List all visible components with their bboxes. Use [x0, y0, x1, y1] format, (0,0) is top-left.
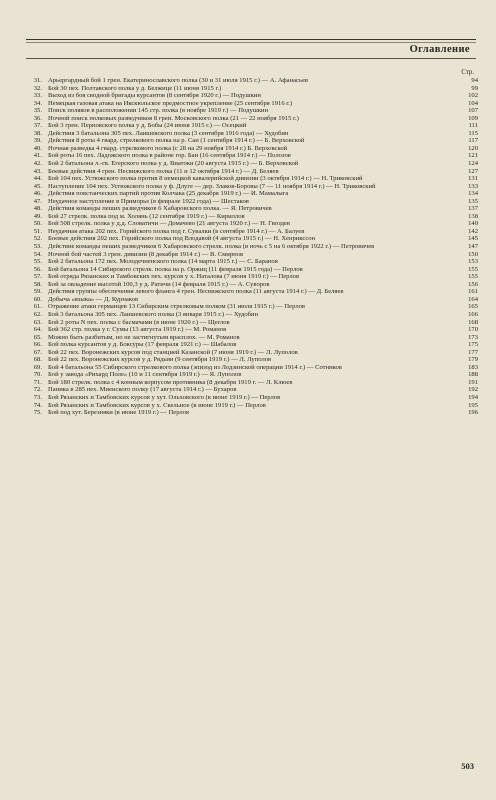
entry-number: 56. — [33, 265, 42, 273]
entry-number: 34. — [33, 99, 42, 107]
entry-number: 73. — [33, 393, 42, 401]
toc-entry — [28, 198, 478, 206]
entry-page-number: 121 — [468, 152, 478, 160]
top-rule — [26, 39, 476, 40]
toc-entry — [28, 152, 478, 160]
toc-entry — [28, 205, 478, 213]
entry-title: Бой 180 стрелк. полка с 4 конным корпусом противника (8 декабря 1919 г. — Л. Клюев — [48, 378, 293, 386]
entry-number: 38. — [33, 129, 42, 137]
entry-number: 53. — [33, 243, 42, 251]
entry-number: 69. — [33, 363, 42, 371]
entry-page-number: 161 — [468, 288, 478, 296]
entry-number: 62. — [33, 310, 42, 318]
entry-title: Бой 362 стр. полка у г. Сумы (13 августа 1919 г.) — М. Романов — [48, 326, 227, 334]
toc-entry — [28, 349, 478, 357]
entry-title: Неудачное наступление в Приморье (в феврале 1922 года) — Шестаков — [48, 197, 249, 205]
entry-number: 63. — [33, 318, 42, 326]
entry-title: Ночной бой частей 3 грен. дивизии (8 декабря 1914 г.) — В. Смирнов — [48, 250, 244, 258]
toc-entry — [28, 107, 478, 115]
toc-entry — [28, 386, 478, 394]
entry-page-number: 196 — [468, 409, 478, 417]
entry-page-number: 109 — [468, 114, 478, 122]
entry-page-number: 156 — [468, 280, 478, 288]
entry-title: Бой 3 грен. Перновского полка у д. Бобы (24 июня 1915 г.) — Осецкий — [48, 122, 247, 130]
toc-entry — [28, 394, 478, 402]
entry-title: Действия группы обеспечения левого фланга 4 грен. Несвижского полка (11 августа 1914 г.) — Д. Беляев — [48, 288, 344, 296]
entry-title: Действия команды пеших разведчиков 6 Хабаровского полка. — Я. Петровичев — [48, 205, 272, 213]
toc-entry — [28, 379, 478, 387]
entry-page-number: 155 — [468, 273, 478, 281]
entry-page-number: 170 — [468, 326, 478, 334]
entry-title: Бой 3 батальона 305 пех. Лаишевского полка (3 января 1915 г.) — Худобин — [48, 310, 259, 318]
toc-entry — [28, 356, 478, 364]
entry-page-number: 153 — [468, 258, 478, 266]
entry-title: Добыча «языка» — Д. Курнаков — [48, 295, 139, 303]
entry-page-number: 155 — [468, 265, 478, 273]
entry-number: 44. — [33, 175, 42, 183]
toc-entry — [28, 130, 478, 138]
entry-page-number: 107 — [468, 107, 478, 115]
entry-title: Бой 508 стрелк. полка у д.д. Словатичи — Домачево (21 августа 1920 г.) — Н. Гвоздев — [48, 220, 290, 228]
entry-number: 37. — [33, 122, 42, 130]
entry-title: Бой 2 батальона л.-гв. Егерского полка у д. Виатоки (20 августа 1915 г.) — Б. Верховской — [48, 160, 299, 168]
entry-page-number: 168 — [468, 318, 478, 326]
toc-entry — [28, 364, 478, 372]
entry-number: 40. — [33, 144, 42, 152]
entry-page-number: 147 — [468, 243, 478, 251]
entry-number: 72. — [33, 386, 42, 394]
entry-title: Боевые действия 202 пех. Горийского полка под Влодавой (4 августа 1915 г.) — Н. Хенрикссон — [48, 235, 316, 243]
toc-entry — [28, 235, 478, 243]
toc-entry — [28, 266, 478, 274]
table-of-contents — [28, 77, 478, 417]
toc-entry — [28, 168, 478, 176]
entry-number: 42. — [33, 160, 42, 168]
entry-title: Действие команды пеших разведчиков 6 Хабаровского стрелк. полка (в ночь с 5 на 6 октября 1922 г.) — Петровичев — [48, 243, 375, 251]
entry-page-number: 140 — [468, 220, 478, 228]
entry-number: 47. — [33, 197, 42, 205]
entry-title: Арьергардный бой 1 грен. Екатеринославского полка (30 и 31 июля 1915 г.) — А. Афанасьев — [48, 77, 309, 84]
toc-entry — [28, 409, 478, 417]
entry-page-number: 115 — [468, 129, 478, 137]
toc-entry — [28, 341, 478, 349]
entry-number: 35. — [33, 107, 42, 115]
toc-entry — [28, 137, 478, 145]
entry-title: Бой батальона 14 Сибирского стрелк. полка на р. Оржиц (11 февраля 1915 года) — Перлов — [48, 265, 303, 273]
entry-page-number: 194 — [468, 393, 478, 401]
entry-title: Бой Рязанских и Тамбовских курсов у х. Скельное (в июне 1919 г.) — Перлов — [48, 401, 266, 409]
entry-title: Бой 4 батальона 55 Сибирского стрелкового полка (эпизод из Лодзинской операции 1914 г.) — Сотников — [48, 363, 342, 371]
entry-page-number: 164 — [468, 295, 478, 303]
toc-entry — [28, 303, 478, 311]
entry-page-number: 166 — [468, 310, 478, 318]
entry-page-number: 137 — [468, 205, 478, 213]
toc-entry — [28, 92, 478, 100]
toc-entry — [28, 281, 478, 289]
entry-number: 68. — [33, 356, 42, 364]
entry-page-number: 173 — [468, 333, 478, 341]
toc-entry — [28, 77, 478, 85]
entry-title: Бой 2 батальона 172 пех. Молодечненского полка (14 марта 1915 г.) — С. Баранов — [48, 258, 278, 266]
top-rule-thin — [26, 42, 476, 43]
entry-title: Бой полка курсантов у д. Боксуры (17 февраля 1921 г.) — Шабалов — [48, 341, 237, 349]
entry-title: Действия 8 роты 4 гвард. стрелкового полка на р. Сан (1 сентября 1914 г.) — Б. Верховской — [48, 137, 305, 145]
page-number: 503 — [461, 761, 474, 771]
entry-title: Бой 30 пех. Полтавского полка у д. Белжице (11 июня 1915 г.) — [48, 84, 222, 92]
entry-title: Можно быть разбитым, но не застигнутым врасплох. — М. Романов — [48, 333, 240, 341]
toc-entry — [28, 145, 478, 153]
entry-number: 55. — [33, 258, 42, 266]
entry-title: Действия 3 батальона 305 пех. Лаишевского полка (3 сентября 1916 года) — Худобин — [48, 129, 289, 137]
toc-entry — [28, 175, 478, 183]
entry-page-number: 138 — [468, 212, 478, 220]
entry-title: Ночная разведка 4 гвард. стрелкового полка (с 28 на 29 ноября 1914 г.) Б. Верховской — [48, 144, 288, 152]
entry-title: Бой 22 пех. Воронежских курсов под станцией Казанской (7 июня 1919 г.) — Л. Луполов — [48, 348, 298, 356]
entry-page-number: 142 — [468, 227, 478, 235]
entry-page-number: 191 — [468, 378, 478, 386]
toc-entry — [28, 100, 478, 108]
entry-title: Бой Рязанских и Тамбовских курсов у хут. Ольховского (в июне 1919 г.) — Перлов — [48, 393, 281, 401]
entry-page-number: 120 — [468, 144, 478, 152]
entry-page-number: 145 — [468, 235, 478, 243]
entry-page-number: 183 — [468, 363, 478, 371]
entry-title: Бой 27 стрелк. полка под м. Холянь (12 сентября 1919 г.) — Кириллов — [48, 212, 245, 220]
entry-page-number: 133 — [468, 182, 478, 190]
entry-title: Действия повстанческих партий против Колчака (25 декабря 1919 г.) — И. Мамалыга — [48, 190, 289, 198]
entry-page-number: 165 — [468, 303, 478, 311]
entry-title: Бой под хут. Березняки (в июне 1919 г.) — Перлов — [48, 409, 190, 417]
entry-number: 39. — [33, 137, 42, 145]
entry-number: 50. — [33, 220, 42, 228]
entry-page-number: 134 — [468, 190, 478, 198]
entry-page-number: 177 — [468, 348, 478, 356]
entry-title: Неудачная атака 202 пех. Горийского полка под г. Сувалки (в сентябре 1914 г.) — А. Балуев — [48, 227, 305, 235]
entry-number: 67. — [33, 348, 42, 356]
entry-title: Паника в 285 пех. Миенского полку (17 августа 1914 г.) — Бухаров — [48, 386, 237, 394]
entry-number: 65. — [33, 333, 42, 341]
entry-number: 33. — [33, 92, 42, 100]
entry-title: Бой роты 16 пех. Ладожского полка в районе гор. Баи (16 сентября 1914 г.) — Полозов — [48, 152, 291, 160]
entry-number: 66. — [33, 341, 42, 349]
entry-title: Бой 104 пех. Устюжского полка против 8 немецкой кавалерийской дивизии (3 октября 1914 г.) — Н. Триковский — [48, 175, 363, 183]
entry-page-number: 127 — [468, 167, 478, 175]
toc-entry — [28, 213, 478, 221]
entry-title: Бой отряда Рязанских и Тамбовских пех. курсов у х. Наталова (7 июня 1919 г.) — Перлов — [48, 273, 300, 281]
toc-entry — [28, 183, 478, 191]
entry-number: 59. — [33, 288, 42, 296]
entry-title: Бой за овладение высотой 100,3 у д. Ратичи (14 февраля 1915 г.) — А. Суворов — [48, 280, 270, 288]
entry-number: 31. — [33, 77, 42, 84]
entry-page-number: 131 — [468, 175, 478, 183]
entry-number: 60. — [33, 295, 42, 303]
toc-entry — [28, 319, 478, 327]
entry-page-number: 175 — [468, 341, 478, 349]
entry-number: 46. — [33, 190, 42, 198]
entry-number: 49. — [33, 212, 42, 220]
entry-number: 58. — [33, 280, 42, 288]
entry-number: 32. — [33, 84, 42, 92]
entry-number: 61. — [33, 303, 42, 311]
toc-entry — [28, 160, 478, 168]
entry-title: Поиск поляков в расположении 145 стр. полка (в ноябре 1919 г.) — Подушкин — [48, 107, 269, 115]
entry-title: Ночной поиск полковых разведчиков 8 грен. Московского полка (21 — 22 ноября 1915 г.) — [48, 114, 299, 122]
entry-title: Отражение атаки германцев 13 Сибирским стрелковым полком (31 июля 1915 г.) — Перлов — [48, 303, 306, 311]
entry-number: 51. — [33, 227, 42, 235]
entry-title: Бой 22 пех. Воронежских курсов у д. Рядьин (9 сентября 1919 г.) — Л. Луполов — [48, 356, 272, 364]
entry-number: 71. — [33, 378, 42, 386]
entry-page-number: 102 — [468, 92, 478, 100]
toc-entry — [28, 326, 478, 334]
entry-number: 57. — [33, 273, 42, 281]
entry-title: Наступление 104 пех. Устюжского полка у ф. Длуге — дер. Злаков-Боровы (7 — 11 ноября 1914 г.) — Н. Триковский — [48, 182, 376, 190]
entry-page-number: 195 — [468, 401, 478, 409]
toc-entry — [28, 371, 478, 379]
toc-entry — [28, 220, 478, 228]
entry-page-number: 94 — [471, 77, 478, 84]
entry-page-number: 99 — [471, 84, 478, 92]
toc-entry — [28, 85, 478, 93]
entry-number: 52. — [33, 235, 42, 243]
entry-number: 43. — [33, 167, 42, 175]
entry-number: 54. — [33, 250, 42, 258]
entry-page-number: 192 — [468, 386, 478, 394]
toc-entry — [28, 122, 478, 130]
toc-entry — [28, 228, 478, 236]
entry-number: 70. — [33, 371, 42, 379]
entry-number: 64. — [33, 326, 42, 334]
toc-entry — [28, 288, 478, 296]
entry-number: 74. — [33, 401, 42, 409]
toc-entry — [28, 273, 478, 281]
entry-number: 48. — [33, 205, 42, 213]
entry-number: 45. — [33, 182, 42, 190]
entry-page-number: 179 — [468, 356, 478, 364]
entry-page-number: 124 — [468, 160, 478, 168]
toc-entry — [28, 258, 478, 266]
toc-entry — [28, 251, 478, 259]
entry-title: Бой 2 роты N пех. полка с басмачами (в июне 1920 г.) — Щеглов — [48, 318, 230, 326]
toc-entry — [28, 115, 478, 123]
toc-entry — [28, 190, 478, 198]
page-column-label: Стр. — [461, 69, 474, 76]
entry-title: Немецкая газовая атака на Икскюльское предмостное укрепление (25 сентября 1916 г.) — [48, 99, 293, 107]
entry-number: 36. — [33, 114, 42, 122]
entry-page-number: 150 — [468, 250, 478, 258]
toc-entry — [28, 243, 478, 251]
entry-title: Выход из боя сводной бригады курсантов (8 сентября 1920 г.) — Подушкин — [48, 92, 261, 100]
toc-entry — [28, 296, 478, 304]
toc-entry — [28, 334, 478, 342]
running-header-title: Оглавление — [409, 44, 470, 55]
header-rule — [26, 58, 476, 59]
entry-page-number: 188 — [468, 371, 478, 379]
entry-page-number: 104 — [468, 99, 478, 107]
entry-number: 75. — [33, 409, 42, 417]
toc-entry — [28, 311, 478, 319]
entry-page-number: 135 — [468, 197, 478, 205]
entry-title: Бой у завода «Рихард Поле» (10 и 11 сентября 1919 г.) — Я. Луполов — [48, 371, 242, 379]
entry-number: 41. — [33, 152, 42, 160]
entry-page-number: 117 — [468, 137, 478, 145]
entry-page-number: 111 — [468, 122, 478, 130]
entry-title: Боевые действия 4 грен. Несвижского полка (11 и 12 октября 1914 г.) — Д. Беляев — [48, 167, 279, 175]
toc-entry — [28, 402, 478, 410]
